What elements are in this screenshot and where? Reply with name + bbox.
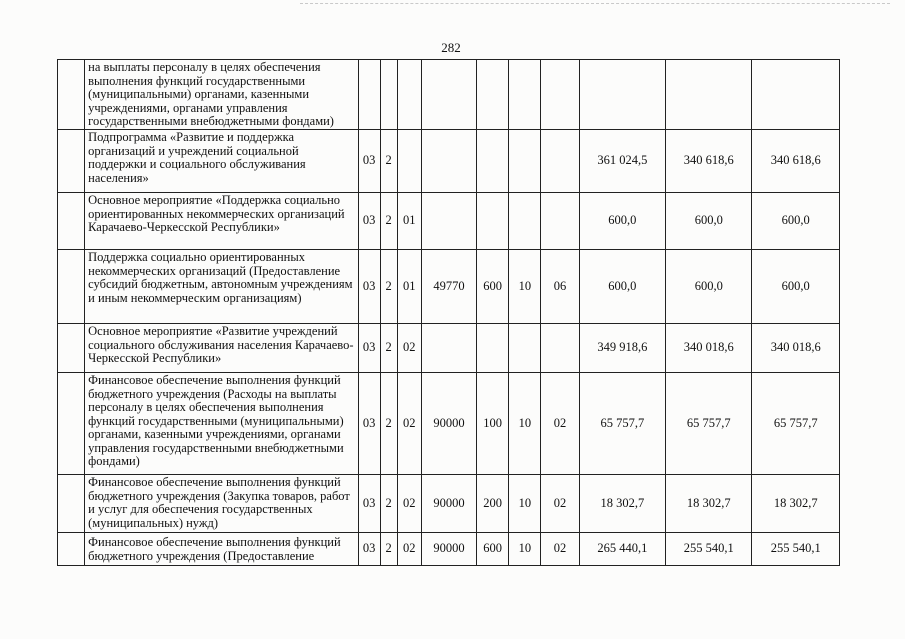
amount-year-3: 600,0 <box>752 193 840 250</box>
row-number-cell <box>58 250 85 324</box>
row-number-cell <box>58 60 85 130</box>
code-subprogram: 2 <box>380 130 397 193</box>
amount-year-3: 340 018,6 <box>752 324 840 373</box>
code-section: 03 <box>358 193 380 250</box>
code-section: 03 <box>358 475 380 533</box>
table-row <box>58 373 840 475</box>
code-expense-type: 600 <box>477 250 509 324</box>
code-expense-type: 100 <box>477 373 509 475</box>
code-subprogram: 2 <box>380 193 397 250</box>
amount-year-2: 340 618,6 <box>666 130 752 193</box>
code-direction <box>421 130 476 193</box>
code-section <box>358 60 380 130</box>
row-description: Подпрограмма «Развитие и поддержка организаций и учреждений социальной поддержки и социального обслуживания населения» <box>85 130 358 193</box>
row-description: на выплаты персоналу в целях обеспечения выполнения функций государственными (муниципальными) органами, казенными учреждениями, органами управления государственными внебюджетными фондами) <box>85 60 358 130</box>
code-subsection-2 <box>541 130 579 193</box>
code-direction: 49770 <box>421 250 476 324</box>
code-expense-type: 200 <box>477 475 509 533</box>
code-subsection-2: 02 <box>541 475 579 533</box>
row-description: Финансовое обеспечение выполнения функций бюджетного учреждения (Расходы на выплаты персоналу в целях обеспечения выполнения функций государственными (муниципальными) органами, казенными учреждениями, органами управления государственными внебюджетными фондами) <box>85 373 358 475</box>
table-row <box>58 60 840 130</box>
amount-year-3: 65 757,7 <box>752 373 840 475</box>
code-section: 03 <box>358 533 380 566</box>
amount-year-3 <box>752 60 840 130</box>
code-expense-type <box>477 60 509 130</box>
code-expense-type <box>477 130 509 193</box>
code-subsection-2 <box>541 60 579 130</box>
code-direction: 90000 <box>421 533 476 566</box>
row-description: Основное мероприятие «Развитие учреждений социального обслуживания населения Карачаево-Черкесской Республики» <box>85 324 358 373</box>
page-number: 282 <box>441 40 461 55</box>
code-section: 03 <box>358 250 380 324</box>
code-direction <box>421 324 476 373</box>
code-section: 03 <box>358 324 380 373</box>
code-subprogram: 2 <box>380 373 397 475</box>
code-event: 01 <box>397 250 421 324</box>
amount-year-1: 18 302,7 <box>579 475 665 533</box>
amount-year-1: 361 024,5 <box>579 130 665 193</box>
code-event: 02 <box>397 324 421 373</box>
code-direction <box>421 193 476 250</box>
row-description: Финансовое обеспечение выполнения функций бюджетного учреждения (Закупка товаров, работ и услуг для обеспечения государственных (муниципальных) нужд) <box>85 475 358 533</box>
amount-year-2: 18 302,7 <box>666 475 752 533</box>
code-event: 01 <box>397 193 421 250</box>
row-number-cell <box>58 324 85 373</box>
row-number-cell <box>58 130 85 193</box>
amount-year-3: 600,0 <box>752 250 840 324</box>
code-subsection-1: 10 <box>509 475 541 533</box>
row-description: Основное мероприятие «Поддержка социально ориентированных некоммерческих организаций Карачаево-Черкесской Республики» <box>85 193 358 250</box>
code-subsection-2: 02 <box>541 373 579 475</box>
code-subsection-1: 10 <box>509 533 541 566</box>
code-event <box>397 60 421 130</box>
amount-year-1: 349 918,6 <box>579 324 665 373</box>
amount-year-3: 18 302,7 <box>752 475 840 533</box>
code-subsection-1: 10 <box>509 250 541 324</box>
code-subsection-1 <box>509 130 541 193</box>
code-section: 03 <box>358 130 380 193</box>
code-event <box>397 130 421 193</box>
table-row <box>58 533 840 566</box>
code-subsection-1 <box>509 193 541 250</box>
code-event: 02 <box>397 533 421 566</box>
scan-edge-line <box>300 3 890 4</box>
amount-year-3: 255 540,1 <box>752 533 840 566</box>
code-direction: 90000 <box>421 373 476 475</box>
code-expense-type: 600 <box>477 533 509 566</box>
row-number-cell <box>58 475 85 533</box>
row-description: Финансовое обеспечение выполнения функций бюджетного учреждения (Предоставление <box>85 533 358 566</box>
amount-year-2: 340 018,6 <box>666 324 752 373</box>
code-subsection-2 <box>541 193 579 250</box>
code-subsection-1 <box>509 324 541 373</box>
code-section: 03 <box>358 373 380 475</box>
table-row <box>58 193 840 250</box>
amount-year-1: 265 440,1 <box>579 533 665 566</box>
amount-year-1: 600,0 <box>579 193 665 250</box>
row-description: Поддержка социально ориентированных некоммерческих организаций (Предоставление субсидий бюджетным, автономным учреждениям и иным некоммерческим организациям) <box>85 250 358 324</box>
code-expense-type <box>477 324 509 373</box>
code-subsection-2: 02 <box>541 533 579 566</box>
amount-year-1: 600,0 <box>579 250 665 324</box>
code-direction: 90000 <box>421 475 476 533</box>
amount-year-1 <box>579 60 665 130</box>
amount-year-3: 340 618,6 <box>752 130 840 193</box>
code-subsection-2: 06 <box>541 250 579 324</box>
code-subsection-1: 10 <box>509 373 541 475</box>
code-subprogram: 2 <box>380 324 397 373</box>
table-row <box>58 324 840 373</box>
table-row <box>58 130 840 193</box>
code-event: 02 <box>397 475 421 533</box>
code-subprogram <box>380 60 397 130</box>
code-subsection-2 <box>541 324 579 373</box>
code-subprogram: 2 <box>380 533 397 566</box>
table-row <box>58 475 840 533</box>
amount-year-2: 255 540,1 <box>666 533 752 566</box>
row-number-cell <box>58 193 85 250</box>
row-number-cell <box>58 533 85 566</box>
amount-year-1: 65 757,7 <box>579 373 665 475</box>
amount-year-2: 600,0 <box>666 250 752 324</box>
code-event: 02 <box>397 373 421 475</box>
code-direction <box>421 60 476 130</box>
code-expense-type <box>477 193 509 250</box>
amount-year-2 <box>666 60 752 130</box>
budget-table <box>57 59 840 566</box>
row-number-cell <box>58 373 85 475</box>
code-subprogram: 2 <box>380 250 397 324</box>
code-subprogram: 2 <box>380 475 397 533</box>
amount-year-2: 65 757,7 <box>666 373 752 475</box>
amount-year-2: 600,0 <box>666 193 752 250</box>
table-row <box>58 250 840 324</box>
code-subsection-1 <box>509 60 541 130</box>
